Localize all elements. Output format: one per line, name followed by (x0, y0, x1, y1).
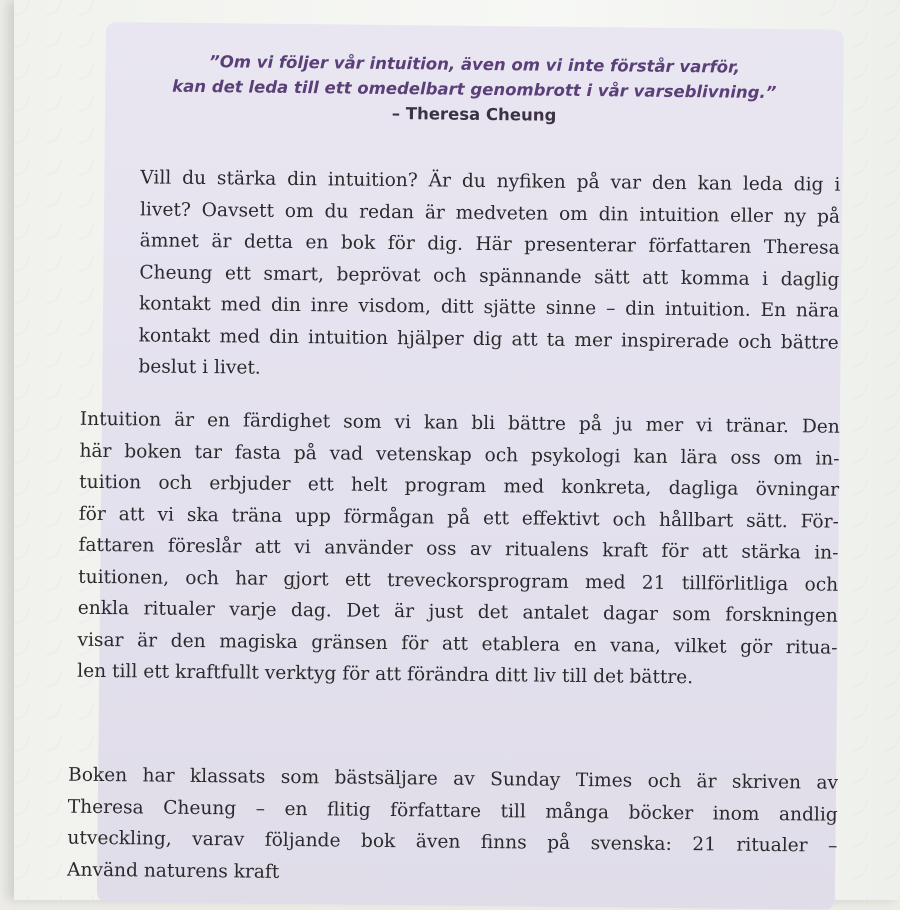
paragraph-line: Använd naturens kraft (67, 859, 280, 883)
quote-author: – Theresa Cheung (391, 103, 557, 125)
paragraph-line: len till ett kraftfullt verktyg för att förändra ditt liv till det bättre. (77, 660, 694, 689)
paragraph-line: enkla ritualer varje dag. Det är just det antalet dagar som forskningen (77, 597, 838, 627)
paragraph-line: Vill du stärka din intuition? Är du nyfiken på var den kan leda dig i (140, 167, 841, 196)
paragraph-line: fattaren föreslår att vi använder oss av ritualens kraft för att stärka in- (78, 534, 839, 564)
quote-line: kan det leda till ett omedelbart genombrott i vår varseblivning.” (172, 76, 777, 103)
paragraph-line: Intuition är en färdighet som vi kan bli bättre på ju mer vi tränar. Den (79, 408, 840, 438)
paragraph-line: visar är den magiska gränsen för att etablera en vana, vilket gör ritua- (77, 629, 838, 659)
paragraph-line: livet? Oavsett om du redan är medveten om din intuition eller ny på (139, 198, 841, 228)
paragraph-line: Boken har klassats som bästsäljare av Sunday Times och är skriven av (68, 764, 839, 794)
paragraph-2 (77, 404, 840, 695)
text-panel (67, 22, 844, 910)
quote-line: ”Om vi följer vår intuition, även om vi inte förstår varför, (209, 52, 741, 77)
paragraph-line: kontakt med din intuition hjälper dig att ta mer inspirerade och bättre (138, 324, 839, 354)
paragraph-line: kontakt med din inre visdom, ditt sjätte sinne – din intuition. En nära (138, 293, 840, 322)
paragraph-line: Theresa Cheung – en flitig författare till många böcker inom andlig (67, 796, 838, 826)
paragraph-line: utveckling, varav följande bok även finns på svenska: 21 ritualer – (67, 827, 838, 857)
paragraph-3 (67, 760, 838, 894)
paragraph-line: tuitionen, och har gjort ett treveckorsprogram med 21 tillförlitliga och (78, 566, 839, 596)
paragraph-line: för att vi ska träna upp förmågan på ett effektivt och hållbart sätt. För- (78, 503, 839, 533)
epigraph-quote (105, 48, 844, 131)
paragraph-line: Cheung ett smart, beprövat och spännande sätt att komma i daglig (139, 261, 840, 291)
book-back-cover (14, 0, 900, 900)
paragraph-line: här boken tar fasta på vad vetenskap och psykologi kan lära oss om in- (79, 440, 840, 470)
paragraph-line: tuition och erbjuder ett helt program med konkreta, dagliga övningar (79, 471, 840, 501)
paragraph-1 (138, 162, 840, 390)
paragraph-line: ämnet är detta en bok för dig. Här presenterar författaren Theresa (139, 230, 840, 259)
paragraph-line: beslut i livet. (138, 356, 261, 379)
